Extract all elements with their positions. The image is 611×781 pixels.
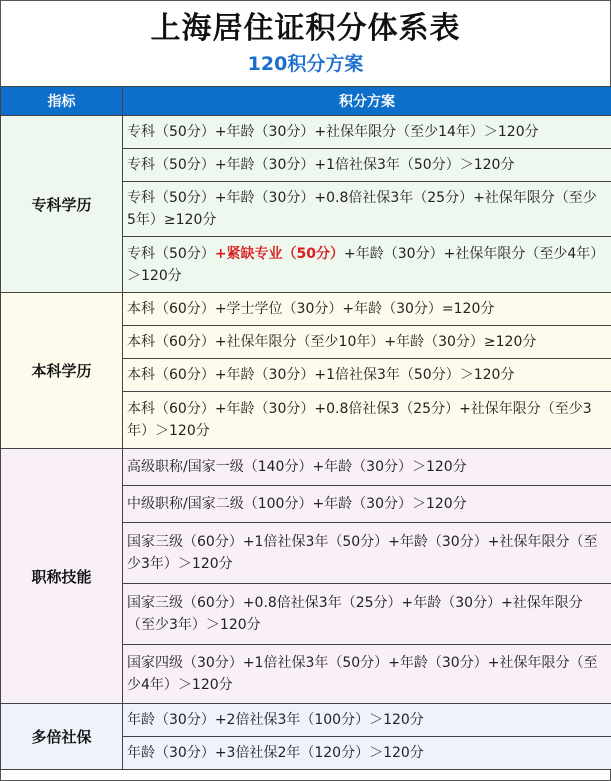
scheme-cell: 国家三级（60分）+1倍社保3年（50分）+年龄（30分）+社保年限分（至少3年）＞120分 — [123, 523, 611, 584]
highlight-text: +紧缺专业（50分） — [215, 246, 344, 262]
scheme-cell: 专科（50分）+年龄（30分）+1倍社保3年（50分）＞120分 — [123, 149, 611, 182]
table-row — [1, 116, 611, 149]
scheme-cell: 年龄（30分）+2倍社保3年（100分）＞120分 — [123, 704, 611, 737]
scheme-cell: 国家四级（30分）+1倍社保3年（50分）+年龄（30分）+社保年限分（至少4年）＞120分 — [123, 645, 611, 704]
category-cell: 职称技能 — [1, 449, 123, 704]
title-area — [1, 1, 610, 86]
header-row — [1, 87, 611, 116]
scheme-cell: 专科（50分）+年龄（30分）+社保年限分（至少14年）＞120分 — [123, 116, 611, 149]
page-title: 上海居住证积分体系表 — [1, 9, 610, 49]
scheme-cell: 本科（60分）+社保年限分（至少10年）+年龄（30分）≥120分 — [123, 326, 611, 359]
scheme-cell: 年龄（30分）+3倍社保2年（120分）＞120分 — [123, 737, 611, 770]
scheme-cell: 国家三级（60分）+0.8倍社保3年（25分）+年龄（30分）+社保年限分（至少3年）＞120分 — [123, 584, 611, 645]
header-scheme: 积分方案 — [123, 87, 611, 116]
table-row — [1, 449, 611, 486]
points-table — [0, 86, 611, 770]
scheme-cell: 本科（60分）+学士学位（30分）+年龄（30分）=120分 — [123, 293, 611, 326]
page-subtitle: 120积分方案 — [1, 51, 610, 77]
category-cell: 专科学历 — [1, 116, 123, 293]
table-row — [1, 704, 611, 737]
table-row — [1, 293, 611, 326]
scheme-cell: 本科（60分）+年龄（30分）+1倍社保3年（50分）＞120分 — [123, 359, 611, 392]
scheme-cell: 中级职称/国家二级（100分）+年龄（30分）＞120分 — [123, 486, 611, 523]
scheme-cell: 高级职称/国家一级（140分）+年龄（30分）＞120分 — [123, 449, 611, 486]
category-cell: 多倍社保 — [1, 704, 123, 770]
category-cell: 本科学历 — [1, 293, 123, 449]
scheme-cell: 专科（50分）+年龄（30分）+0.8倍社保3年（25分）+社保年限分（至少5年）≥120分 — [123, 182, 611, 237]
scheme-cell: 专科（50分）+紧缺专业（50分）+年龄（30分）+社保年限分（至少4年）＞120分 — [123, 237, 611, 293]
header-indicator: 指标 — [1, 87, 123, 116]
scheme-cell: 本科（60分）+年龄（30分）+0.8倍社保3（25分）+社保年限分（至少3年）＞120分 — [123, 392, 611, 449]
